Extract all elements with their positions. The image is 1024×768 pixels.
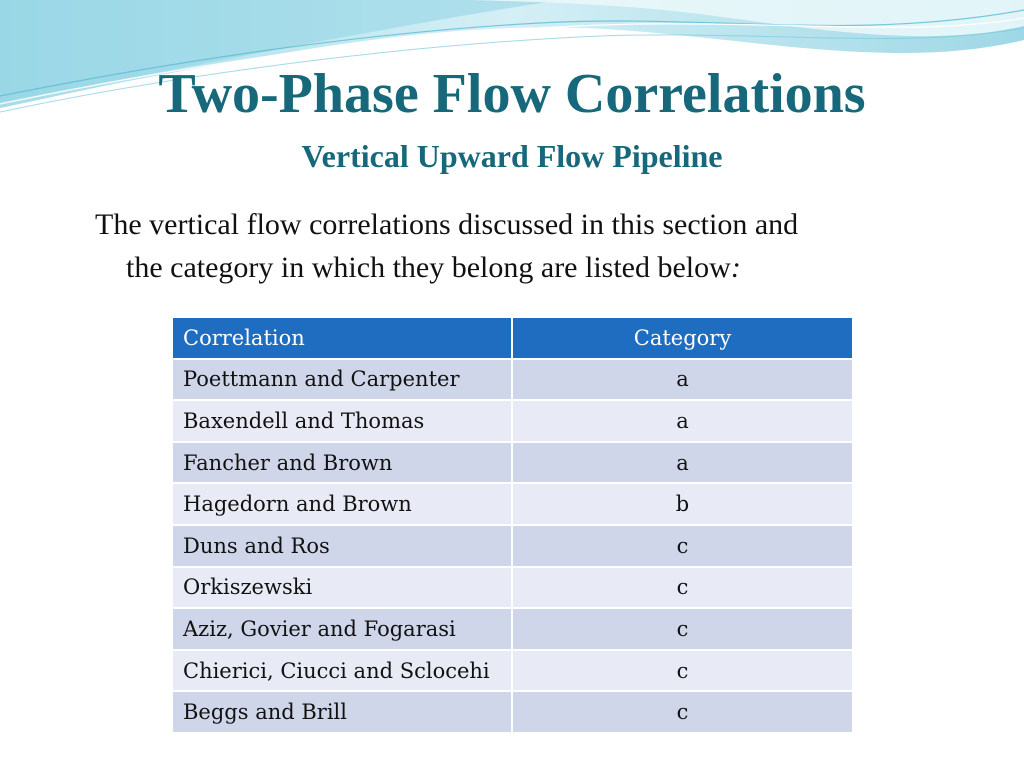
correlation-cell: Baxendell and Thomas [172, 400, 512, 442]
intro-paragraph [95, 203, 935, 289]
correlation-cell: Hagedorn and Brown [172, 483, 512, 525]
category-cell: c [512, 691, 853, 733]
intro-line-2: the category in which they belong are listed below [126, 251, 731, 284]
table-header-row [172, 317, 853, 359]
column-header-category: Category [512, 317, 853, 359]
category-cell: b [512, 483, 853, 525]
correlation-cell: Fancher and Brown [172, 442, 512, 484]
category-cell: a [512, 442, 853, 484]
category-cell: c [512, 567, 853, 609]
category-cell: a [512, 400, 853, 442]
table-row [172, 525, 853, 567]
correlation-cell: Duns and Ros [172, 525, 512, 567]
table-row [172, 691, 853, 733]
category-cell: c [512, 525, 853, 567]
slide-title: Two-Phase Flow Correlations [158, 63, 866, 125]
table-row [172, 359, 853, 401]
category-cell: c [512, 650, 853, 692]
column-header-correlation: Correlation [172, 317, 512, 359]
correlation-cell: Poettmann and Carpenter [172, 359, 512, 401]
correlation-table-container [171, 316, 854, 734]
category-cell: c [512, 608, 853, 650]
category-cell: a [512, 359, 853, 401]
correlation-cell: Chierici, Ciucci and Sclocehi [172, 650, 512, 692]
table-row [172, 442, 853, 484]
table-row [172, 608, 853, 650]
table-row [172, 567, 853, 609]
correlation-cell: Aziz, Govier and Fogarasi [172, 608, 512, 650]
correlation-cell: Orkiszewski [172, 567, 512, 609]
intro-line-1: The vertical flow correlations discussed in this section and [95, 208, 799, 241]
table-row [172, 400, 853, 442]
intro-line-2-wrap [95, 246, 935, 289]
correlation-table [171, 316, 854, 734]
slide-subtitle: Vertical Upward Flow Pipeline [301, 138, 723, 174]
correlation-cell: Beggs and Brill [172, 691, 512, 733]
table-row [172, 650, 853, 692]
intro-colon: : [730, 251, 741, 284]
table-row [172, 483, 853, 525]
